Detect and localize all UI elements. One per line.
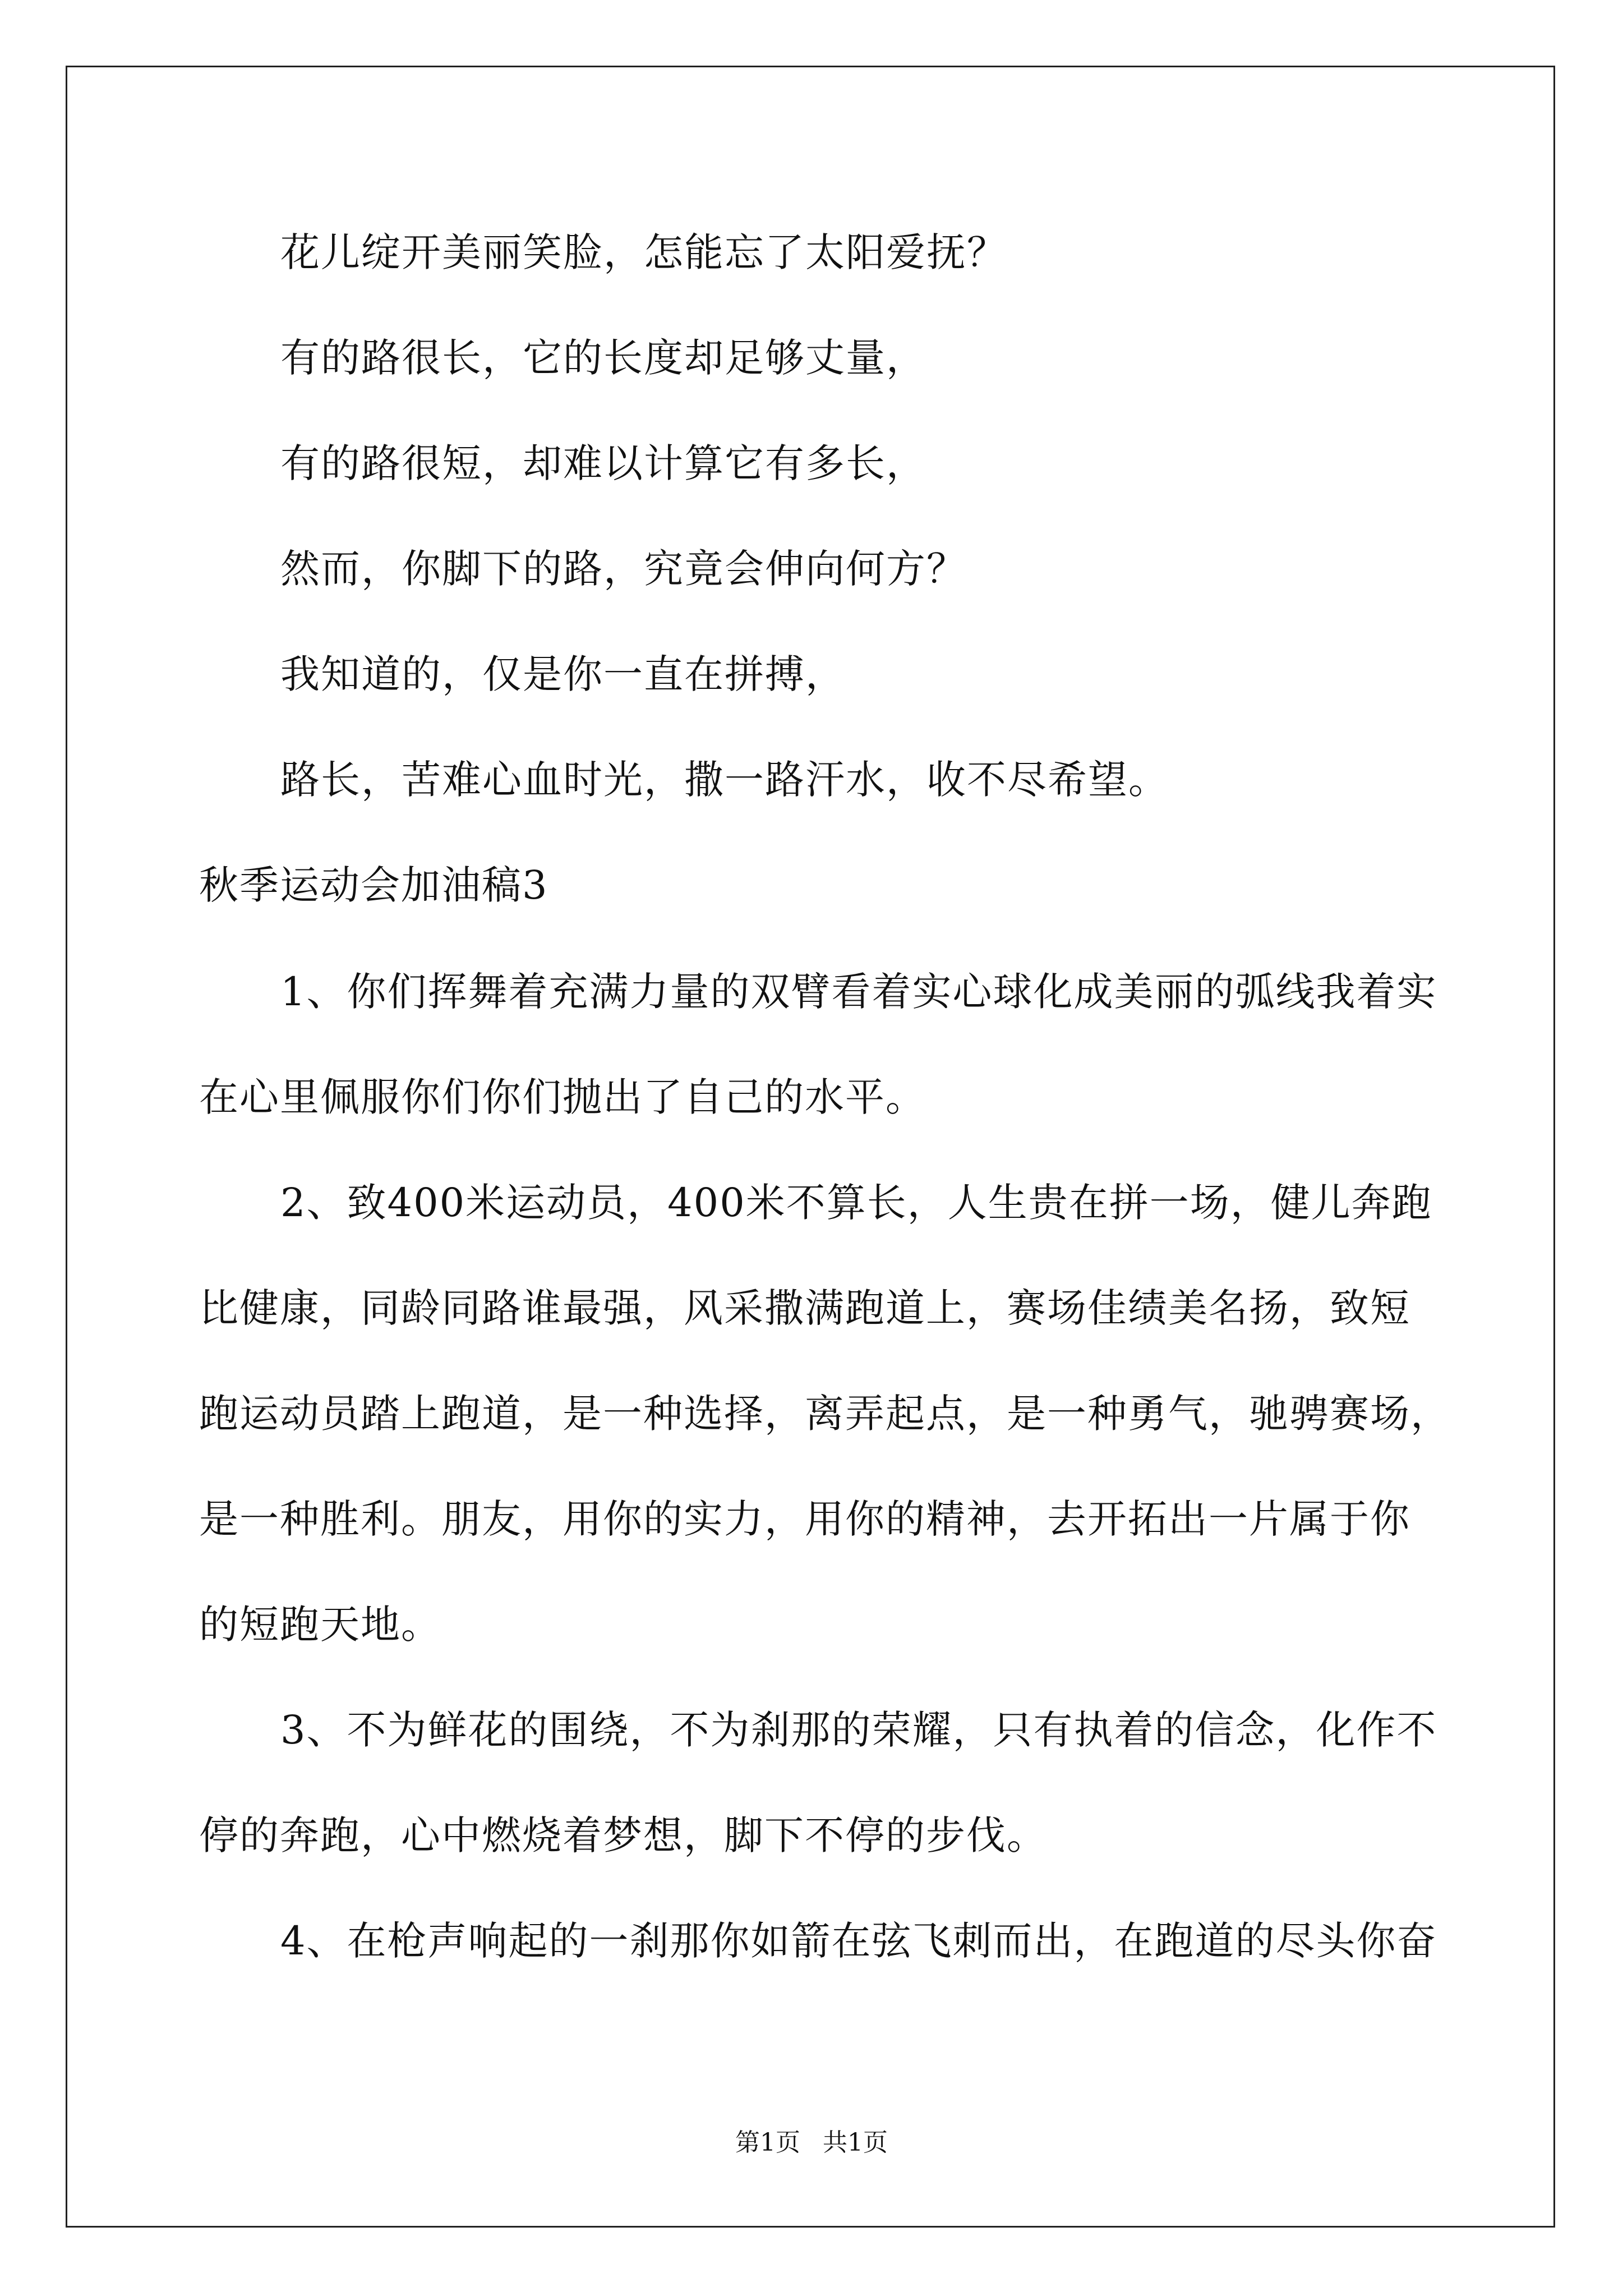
section-title: 秋季运动会加油稿3 — [199, 862, 548, 908]
paragraph-line: 是一种胜利。朋友，用你的实力，用你的精神，去开拓出一片属于你 — [199, 1496, 1410, 1542]
paragraph-line: 停的奔跑，心中燃烧着梦想，脚下不停的步伐。 — [199, 1812, 1047, 1858]
page-border — [66, 66, 1555, 2228]
poem-line: 我知道的，仅是你一直在拼搏， — [280, 651, 846, 697]
paragraph-line: 3、不为鲜花的围绕，不为刹那的荣耀，只有执着的信念，化作不 — [280, 1707, 1437, 1753]
poem-line: 然而，你脚下的路，究竟会伸向何方？ — [280, 546, 967, 592]
paragraph-line: 的短跑天地。 — [199, 1602, 441, 1648]
poem-line: 有的路很短，却难以计算它有多长， — [280, 440, 926, 486]
poem-line: 花儿绽开美丽笑脸，怎能忘了太阳爱抚？ — [280, 229, 1007, 275]
paragraph-line: 跑运动员踏上跑道，是一种选择，离弄起点，是一种勇气，驰骋赛场， — [199, 1391, 1451, 1437]
paragraph-line: 2、致400米运动员，400米不算长，人生贵在拼一场，健儿奔跑 — [280, 1180, 1432, 1226]
paragraph-line: 在心里佩服你们你们抛出了自己的水平。 — [199, 1074, 926, 1120]
poem-line: 路长，苦难心血时光，撒一路汗水，收不尽希望。 — [280, 757, 1169, 803]
poem-line: 有的路很长，它的长度却足够丈量， — [280, 335, 926, 381]
page-number: 第1页 — [735, 2128, 800, 2157]
page-footer — [0, 2126, 1623, 2160]
paragraph-line: 4、在枪声响起的一刹那你如箭在弦飞刺而出，在跑道的尽头你奋 — [280, 1918, 1437, 1964]
paragraph-line: 比健康，同龄同路谁最强，风采撒满跑道上，赛场佳绩美名扬，致短 — [199, 1285, 1410, 1331]
page-total: 共1页 — [823, 2128, 888, 2157]
paragraph-line: 1、你们挥舞着充满力量的双臂看着实心球化成美丽的弧线我着实 — [280, 969, 1437, 1015]
